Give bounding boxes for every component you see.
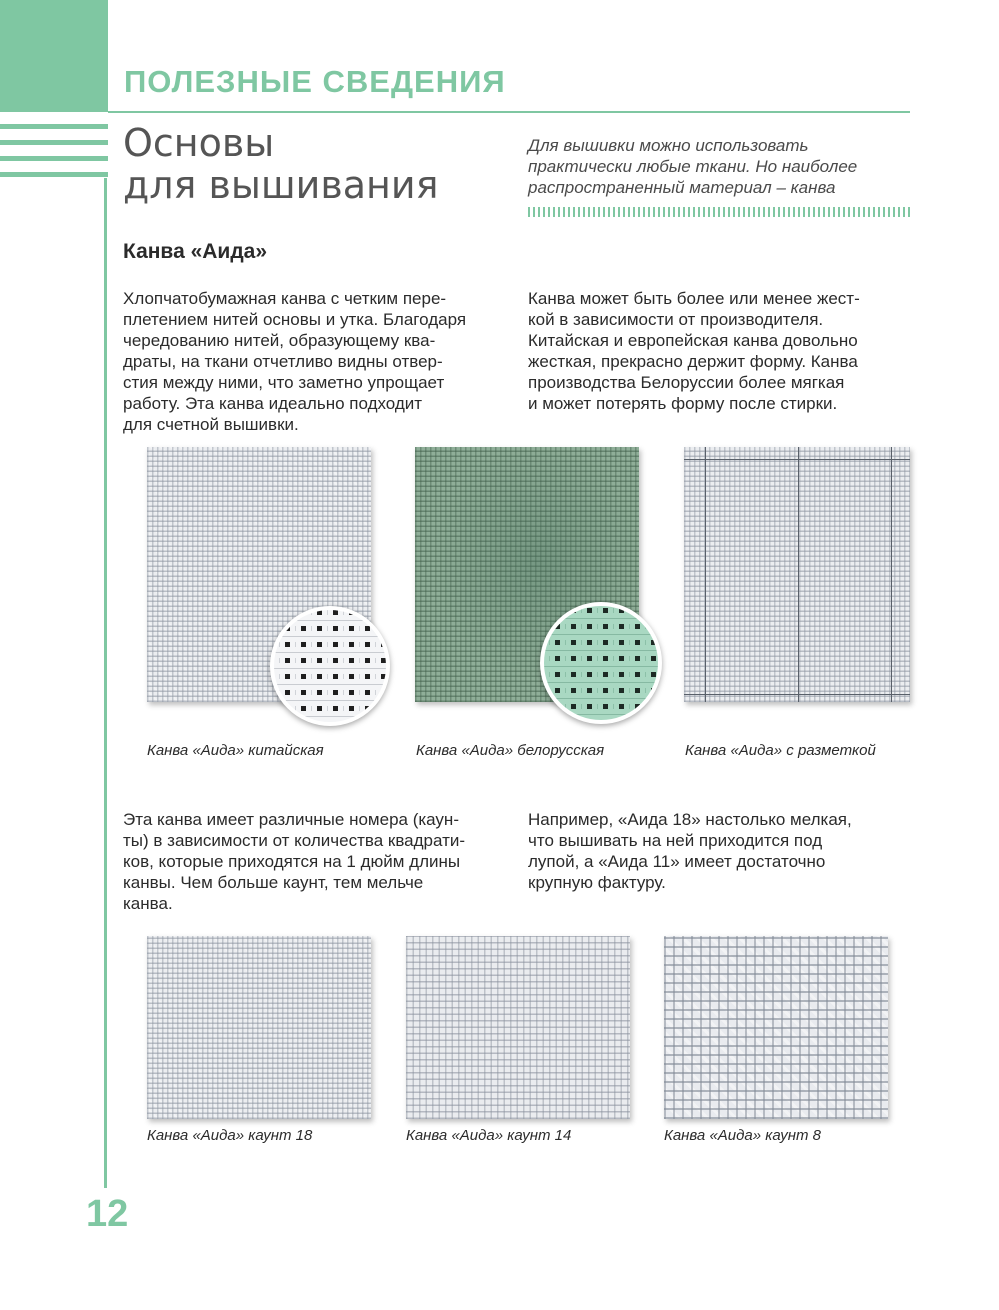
paragraph-line: ков, которые приходятся на 1 дюйм длины: [123, 852, 461, 871]
paragraph-line: плетением нитей основы и утка. Благодаря: [123, 310, 467, 329]
paragraph-line: Например, «Аида 18» настолько мелкая,: [528, 810, 852, 829]
paragraph-left: [123, 288, 466, 435]
paragraph-line: канва.: [123, 894, 173, 913]
fabric-zoom-chinese: [270, 606, 390, 726]
caption-chinese: Канва «Аида» китайская: [147, 742, 324, 759]
intro-text: [528, 135, 918, 198]
paragraph-line: лупой, а «Аида 11» имеет достаточно: [528, 852, 826, 871]
paragraph-line: драты, на ткани отчетливо видны отвер-: [123, 352, 443, 371]
caption-marked: Канва «Аида» с разметкой: [685, 742, 876, 759]
margin-rule: [104, 178, 107, 1188]
fabric-photo-count-8: [664, 936, 888, 1119]
caption-count-14: Канва «Аида» каунт 14: [406, 1127, 572, 1144]
paragraph-line: для счетной вышивки.: [123, 415, 299, 434]
paragraph-line: Канва может быть более или менее жест-: [528, 289, 860, 308]
fabric-zoom-belarusian: [540, 602, 662, 724]
page-title-line: Основы: [123, 121, 275, 165]
paragraph-line: работу. Эта канва идеально подходит: [123, 394, 423, 413]
page-title: [123, 122, 438, 206]
header-stripe: [0, 156, 108, 161]
paragraph-line: Эта канва имеет различные номера (каун-: [123, 810, 459, 829]
caption-count-18: Канва «Аида» каунт 18: [147, 1127, 313, 1144]
paragraph-count-left: [123, 809, 465, 914]
page-title-line: для вышивания: [123, 163, 439, 207]
paragraph-line: что вышивать на ней приходится под: [528, 831, 823, 850]
paragraph-line: Китайская и европейская канва довольно: [528, 331, 858, 350]
intro-line: распространенный материал – канва: [528, 178, 836, 197]
fabric-photo-count-18: [147, 936, 371, 1119]
header-stripe: [0, 124, 108, 129]
subheading: Канва «Аида»: [123, 240, 268, 263]
paragraph-right: [528, 288, 860, 414]
caption-belarusian: Канва «Аида» белорусская: [416, 742, 605, 759]
fabric-photo-marked: [684, 447, 910, 702]
paragraph-line: стия между ними, что заметно упрощает: [123, 373, 445, 392]
paragraph-line: жесткая, прекрасно держит форму. Канва: [528, 352, 858, 371]
header-color-block: [0, 0, 108, 112]
paragraph-line: крупную фактуру.: [528, 873, 666, 892]
paragraph-line: производства Белоруссии более мягкая: [528, 373, 845, 392]
header-rule: [108, 111, 910, 113]
dotted-divider: [528, 207, 912, 217]
paragraph-count-right: [528, 809, 852, 893]
header-stripe: [0, 172, 108, 177]
paragraph-line: ты) в зависимости от количества квадрати-: [123, 831, 466, 850]
intro-line: практически любые ткани. Но наиболее: [528, 157, 858, 176]
caption-count-8: Канва «Аида» каунт 8: [664, 1127, 821, 1144]
paragraph-line: чередованию нитей, образующему ква-: [123, 331, 436, 350]
paragraph-line: Хлопчатобумажная канва с четким пере-: [123, 289, 447, 308]
header-stripe: [0, 140, 108, 145]
intro-line: Для вышивки можно использовать: [528, 136, 809, 155]
page-number: 12: [86, 1193, 129, 1235]
paragraph-line: кой в зависимости от производителя.: [528, 310, 824, 329]
paragraph-line: и может потерять форму после стирки.: [528, 394, 838, 413]
section-label: ПОЛЕЗНЫЕ СВЕДЕНИЯ: [124, 64, 506, 99]
paragraph-line: канвы. Чем больше каунт, тем мельче: [123, 873, 424, 892]
fabric-photo-count-14: [406, 936, 630, 1119]
